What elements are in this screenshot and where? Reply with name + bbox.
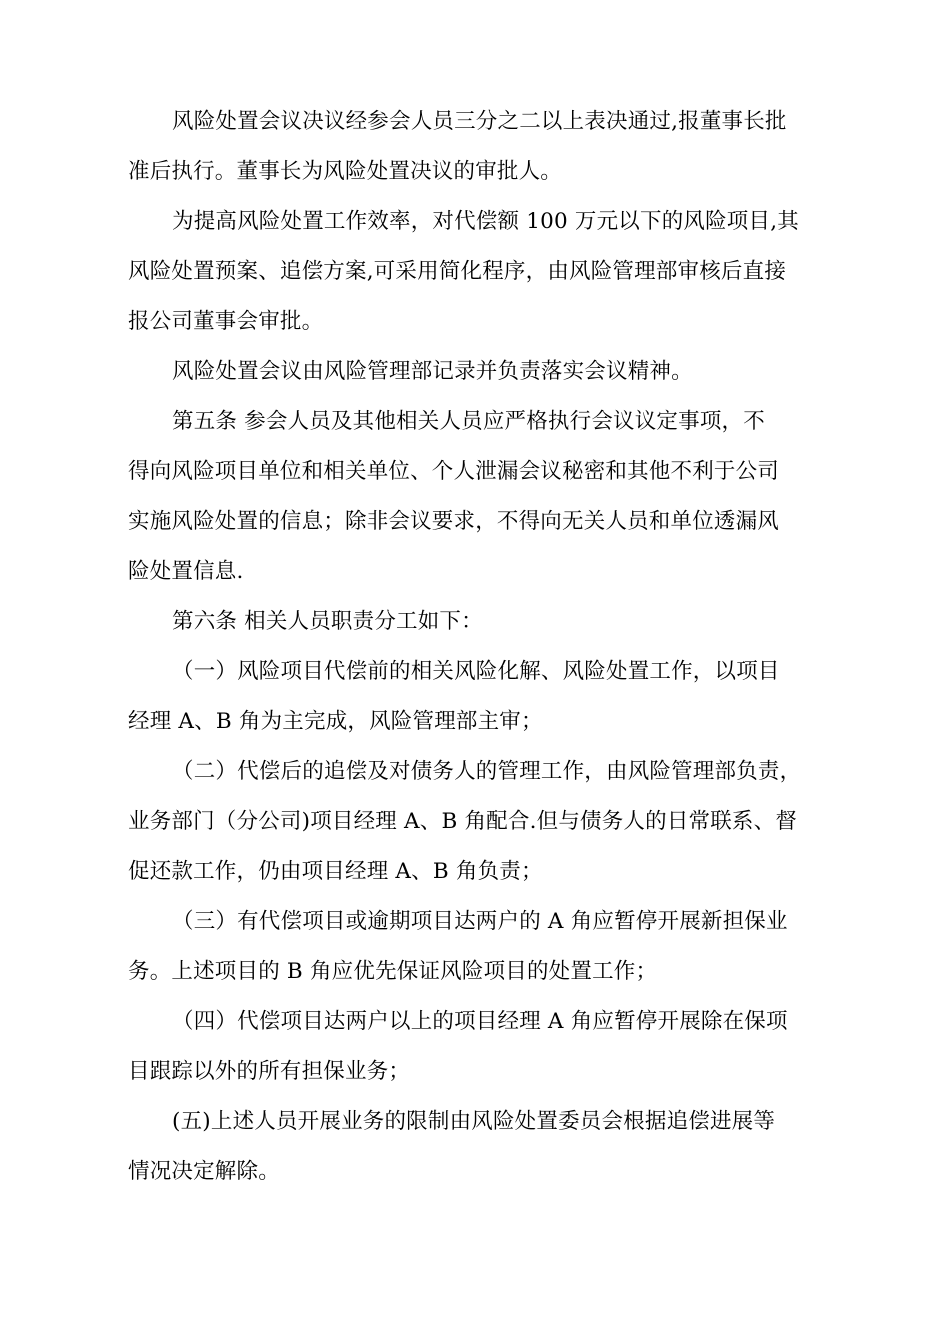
text-line: 风险处置会议决议经参会人员三分之二以上表决通过,报董事长批 <box>172 109 787 134</box>
text-line: 风险处置预案、追偿方案,可采用简化程序，由风险管理部审核后直接 <box>128 259 787 284</box>
text-line: （三）有代偿项目或逾期项目达两户的 A 角应暂停开展新担保业 <box>172 909 788 934</box>
text-line: (五)上述人员开展业务的限制由风险处置委员会根据追偿进展等 <box>172 1109 776 1134</box>
text-line: 为提高风险处置工作效率，对代偿额 100 万元以下的风险项目,其 <box>172 209 799 234</box>
text-line: 目跟踪以外的所有担保业务； <box>128 1059 411 1084</box>
text-line: 业务部门（分公司)项目经理 A、B 角配合.但与债务人的日常联系、督 <box>128 809 798 834</box>
text-line: 第六条 相关人员职责分工如下： <box>172 609 483 634</box>
text-line: 实施风险处置的信息；除非会议要求，不得向无关人员和单位透漏风 <box>128 509 780 534</box>
text-line: 险处置信息. <box>128 559 244 584</box>
text-line: 第五条 参会人员及其他相关人员应严格执行会议议定事项，不 <box>172 409 765 434</box>
text-line: 风险处置会议由风险管理部记录并负责落实会议精神。 <box>172 359 693 384</box>
text-line: 务。上述项目的 B 角应优先保证风险项目的处置工作； <box>128 959 658 984</box>
text-line: （四）代偿项目达两户以上的项目经理 A 角应暂停开展除在保项 <box>172 1009 788 1034</box>
text-line: 报公司董事会审批。 <box>128 309 324 334</box>
text-line: 得向风险项目单位和相关单位、个人泄漏会议秘密和其他不利于公司 <box>128 459 780 484</box>
text-line: （二）代偿后的追偿及对债务人的管理工作，由风险管理部负责， <box>172 759 802 784</box>
text-line: （一）风险项目代偿前的相关风险化解、风险处置工作，以项目 <box>172 659 780 684</box>
text-line: 准后执行。董事长为风险处置决议的审批人。 <box>128 159 563 184</box>
text-line: 促还款工作，仍由项目经理 A、B 角负责； <box>128 859 543 884</box>
text-line: 情况决定解除。 <box>128 1159 280 1184</box>
text-line: 经理 A、B 角为主完成，风险管理部主审； <box>128 709 543 734</box>
